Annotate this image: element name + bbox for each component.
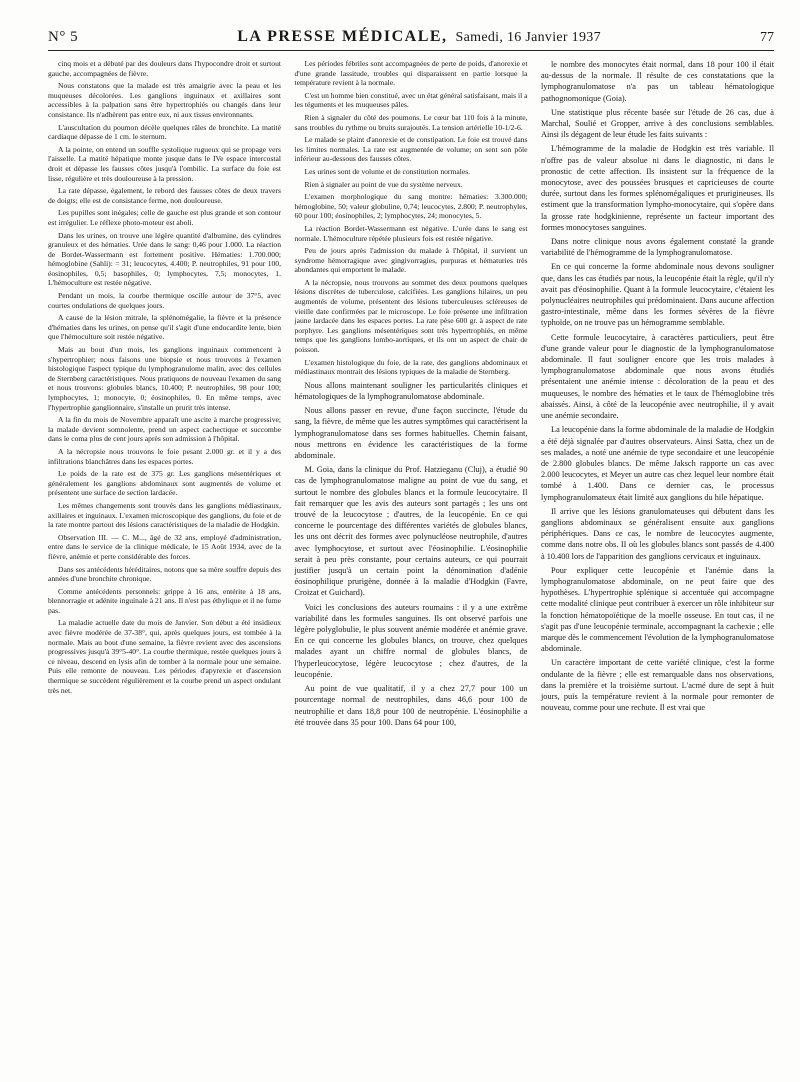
paragraph: La maladie actuelle date du mois de Janvier. Son début a été insidieux avec fièvre modérée de 37-38°, qui, après quelques jours, est tombée à la normale. Mais au bout d'une semaine, la fièvre revient avec des ascensions progressives jusqu'à 39°5-40°. La courbe thermique, restée quelques jours à ce niveau, descend en lysis afin de tomber à la normale pour une semaine. Puis elle remonte de nouveau. Les périodes d'apyrexie et d'ascension thermique se succèdent régulièrement et la courbe prend un aspect ondulant très net. [48, 618, 281, 695]
paragraph: L'hémogramme de la maladie de Hodgkin est très variable. Il n'offre pas de valeur absolue ni dans le diagnostic, ni dans le pronostic de cette affection. Ils insistent sur la fréquence de la monocytose, avec des poussées brusques et capricieuses de courte durée, surtout dans les formes splénomégaliques et prurigineuses. Ils estiment que la transformation lympho-monocytaire, qui s'opère dans la grosse rate hodgkinienne, représente un facteur important des formes monocytoses sanguines. [541, 144, 774, 232]
paragraph: Peu de jours après l'admission du malade à l'hôpital, il survient un syndrome hémorragique avec gingivorragies, purpuras et hématuries très abondantes qui emportent le malade. [294, 246, 528, 275]
paragraph: Pendant un mois, la courbe thermique oscille autour de 37°5, avec courtes ondulations de quelques jours. [48, 291, 281, 310]
paragraph: Observation III. — C. M..., âgé de 32 ans, employé d'administration, entre dans le service de la clinique médicale, le 15 Août 1934, avec de la fièvre, anémie et perte considérable des forces. [48, 532, 281, 561]
paragraph: Pour expliquer cette leucopénie et l'anémie dans la lymphogranulomatose abdominale, on ne peut faire que des hypothèses. L'hypertrophie splénique si accentuée qui accompagne cette modalité clinique peut contribuer à exercer un rôle inhibiteur sur la fonction hématopoïétique de la moelle osseuse. En tout cas, il ne s'agit pas d'une leucopénie terminale, accompagnant la cachexie ; elle marque dès le commencement l'évolution de la lymphogranulomatose abdominale. [541, 565, 774, 654]
paragraph: La rate dépasse, également, le rebord des fausses côtes de deux travers de doigts; elle est de consistance ferme, non douloureuse. [48, 186, 281, 205]
column-3 [541, 59, 774, 731]
paragraph: Les urines sont de volume et de constitution normales. [304, 166, 471, 176]
paragraph: Nous constatons que la malade est très amaigrie avec la peau et les muqueuses décolorées. Les ganglions inguinaux et axillaires sont accessibles à la palpation sans être hypertrophiés ou changés dans leur consistance. Ils n'adhèrent pas entre eux, ni aux tissus environnants. [48, 81, 281, 119]
paragraph: A la nécropsie nous trouvons le foie pesant 2.000 gr. et il y a des infiltrations blanchâtres dans les espaces portes. [48, 446, 281, 466]
paragraph: Cette formule leucocytaire, à caractères particuliers, peut être d'une grande valeur pour le diagnostic de la lymphogranulomatose abdominale. Il faut souligner encore que les trois malades à lymphogranulomatose abdominale que nous avons étudiés présentaient une anémie intense : décoloration de la peau et des muqueuses, le nombre des hématies et le taux de l'hémoglobine très abaissés. Ainsi, à côté de la leucopénie avec neutrophilie, il y avait une anémie secondaire. [541, 332, 774, 421]
paragraph: Mais au bout d'un mois, les ganglions inguinaux commencent à s'hypertrophier; nous faisons une biopsie et nous trouvons à l'examen histologique l'aspect typique du lymphogranulome malin, avec des cellules de Sternberg caractéristiques. Nous pratiquons de nouveau l'examen du sang et nous trouvons: globules blancs, 10.400; P. neutrophiles, 98 pour 100; lymphocytes, 1; monocyte, 0; éosinophiles, 0. En même temps, avec l'hypertrophie ganglionnaire, s'installe un prurit très intense. [48, 345, 281, 412]
paragraph: En ce qui concerne la forme abdominale nous devons souligner que, dans les cas étudiés par nous, la leucopénie était la règle, qu'il n'y avait pas d'éosinophilie. Quant à la formule leucocytaire, c'étaient les polynucléaires neutrophiles qui prédominaient. Dans aucune affection gastro-intestinale, même dans les formes sévères de la fièvre typhoïde, on ne trouve pas un hémogramme semblable. [541, 262, 774, 328]
paragraph: L'examen histologique du foie, de la rate, des ganglions abdominaux et médiastinaux montrait des lésions typiques de la maladie de Sternberg. [294, 357, 528, 377]
paragraph: Rien à signaler au point de vue du système nerveux. [304, 179, 463, 189]
paragraph: Nous allons passer en revue, d'une façon succincte, l'étude du sang, la fièvre, de même que les autres symptômes qui caractérisent la lymphogranulomatose dans ses formes habituelles. Chemin faisant, nous mettrons en évidence les caractéristiques de la forme abdominale. [294, 406, 528, 461]
paragraph: M. Goia, dans la clinique du Prof. Hatzieganu (Cluj), a étudié 90 cas de lymphogranulomatose maligne au point de vue du sang, et surtout le nombre des globules blancs et la formule leucocytaire. Il fait remarquer que les avis des auteurs sont partagés ; les uns ont trouvé de la leucocytose ; d'autres, de la leucopénie. En ce qui concerne le pourcentage des différentes variétés de globules blancs, les uns ont décrit des formes avec polynucléose neutrophile, d'autres avec lymphocytose, et surtout avec l'éosinophilie. L'éosinophilie serait à peu près constante, pour certains auteurs, ce qui pourrait justifier jusqu'à un certain point la dénomination d'adénie éosinophilique prurigène, donnée à la maladie d'Hodgkin (Favre, Croizat et Guichard). [294, 465, 528, 598]
paragraph: Les pupilles sont inégales; celle de gauche est plus grande et son contour est irrégulier. Le réflexe photo-moteur est aboli. [48, 208, 281, 227]
issue-date: Samedi, 16 Janvier 1937 [455, 30, 601, 45]
paragraph: Voici les conclusions des auteurs roumains : il y a une extrême variabilité dans les formules sanguines. Ils ont observé parfois une légère polyglobulie, le plus souvent anémie modérée et anémie grave. En ce qui concerne les globules blancs, on trouve, chez quelques malades ayant un chiffre normal de globules blancs, de l'hyperleucocytose, légère leucocytose ; chez d'autres, de la leucopénie. [294, 602, 528, 679]
paragraph: Le poids de la rate est de 375 gr. Les ganglions mésentériques et généralement les ganglions abdominaux sont augmentés de volume et présentent une surface de section lardacée. [48, 469, 281, 498]
paragraph: Un caractère important de cette variété clinique, c'est la forme ondulante de la fièvre ; elle est remarquable dans nos observations, dans la première et la troisième surtout. L'acmé dure de sept à huit jours, puis la température revient à la normale pour remonter de nouveau, comme pour une rechute. Il est vrai que [541, 658, 774, 713]
paragraph: L'examen morphologique du sang montre: hématies: 3.300.000; hémoglobine, 50; valeur globuline, 0,74; leucocytes, 2.800; P. neutrophyles, 60 pour 100; éosinophiles, 2; lymphocytes, 24; monocytes, 5. [294, 192, 528, 221]
paragraph: A la nécropsie, nous trouvons au sommet des deux poumons quelques lésions discrètes de tuberculose, calcifiées. Les ganglions hilaires, un peu augmentés de volume, présentent des lésions tuberculeuses scléreuses de vieille date confirmées par le microscope. Le foie présente une infiltration jaune lardacée dans les espaces portes. La rate pèse 600 gr. à aspect de rate porphyre. Les ganglions mésentériques sont très hypertrophiés, en même temps que les ganglions lombo-aortiques, et ils ont un aspect de chair de poisson. [294, 277, 528, 355]
paragraph: La leucopénie dans la forme abdominale de la maladie de Hodgkin a été déjà signalée par d'autres observateurs. Ainsi Satta, chez un de ses malades, a noté une anémie de type secondaire et une leucopénie de 2.800 globules blancs. De même Jaksch rapporte un cas avec 2.000 leucocytes, et Meyer un autre cas chez lequel leur nombre était tombé à 1.400. Dans ce dernier cas, le processus lymphogranulomateux était limité aux ganglions du hile hépatique. [541, 425, 774, 502]
paragraph: Le malade se plaint d'anorexie et de constipation. Le foie est trouvé dans les limites normales. La rate est augmentée de volume; on sent son pôle inférieur au-dessous des fausses côtes. [294, 135, 528, 164]
page-header [48, 28, 774, 51]
paragraph: A la pointe, on entend un souffle systolique rugueux qui se propage vers l'aisselle. La matité hépatique monte jusque dans le IVe espace intercostal droit et dépasse les fausses côtes jusqu'à l'ombilic. La surface du foie est lisse, régulière et très douloureuse à la pression. [48, 144, 281, 183]
paragraph: Dans ses antécédents héréditaires, notons que sa mère souffre depuis des années d'une bronchite chronique. [48, 564, 281, 584]
paragraph: Les mêmes changements sont trouvés dans les ganglions médiastinaux, axillaires et inguinaux. L'examen microscopique des ganglions, du foie et de la rate montre partout des lésions caractéristiques de la maladie de Hodgkin. [48, 500, 281, 530]
paragraph: Une statistique plus récente basée sur l'étude de 26 cas, due à Marchal, Soulié et Gropper, arrive à des conclusions semblables. Ainsi ils dégagent de leur étude les faits suivants : [541, 107, 774, 140]
header-title-group [237, 28, 601, 46]
paragraph: Nous allons maintenant souligner les particularités cliniques et hématologiques de la lymphogranulomatose abdominale. [294, 380, 528, 402]
paragraph: Dans notre clinique nous avons également constaté la grande variabilité de l'hémogramme de la lymphogranulomatose. [541, 237, 774, 258]
issue-number: N° 5 [48, 29, 79, 45]
paragraph: La réaction Bordet-Wassermann est négative. L'urée dans le sang est normale. L'hémoculture répétée plusieurs fois est restée négative. [294, 223, 528, 243]
text-columns [48, 59, 774, 731]
paragraph: cinq mois et a débuté par des douleurs dans l'hypocondre droit et surtout gauche, accompagnées de fièvre. [48, 59, 281, 78]
paragraph: Comme antécédents personnels: grippe à 16 ans, entérite à 18 ans, blennorragie et adénite inguinale à 21 ans. Il n'est pas éthylique et il ne fume pas. [48, 586, 281, 615]
paragraph: Rien à signaler du côté des poumons. Le cœur bat 110 fois à la minute, sans troubles du rythme ou bruits surajoutés. La tension artérielle 10-1/2-6. [294, 112, 528, 132]
paragraph: L'auscultation du poumon décèle quelques râles de bronchite. La matité cardiaque dépasse de 1 cm. le sternum. [48, 122, 281, 142]
paragraph: A cause de la lésion mitrale, la splénomégalie, la fièvre et la présence d'hématies dans les urines, on pense qu'il s'agit d'une endocardite lente, bien que l'hémoculture soit restée négative. [48, 313, 281, 342]
column-2 [295, 59, 528, 731]
page-number: 77 [760, 30, 774, 45]
paragraph: Dans les urines, on trouve une légère quantité d'albumine, des cylindres granuleux et des hématies. Urée dans le sang: 0,46 pour 1.000. La réaction de Bordet-Wassermann est fortement positive. Hématies: 1.700.000; hémoglobine (Sahli): = 31; leucocytes, 4.400; P. neutrophiles, 91 pour 100, éosinophiles, 0,5; basophiles, 0; lymphocytes, 7,5; monocytes, 1. L'hémoculture est restée négative. [48, 230, 281, 288]
journal-title: LA PRESSE MÉDICALE, [237, 28, 448, 45]
column-1 [48, 59, 281, 731]
paragraph: Les périodes fébriles sont accompagnées de perte de poids, d'anorexie et d'une grande lassitude, troubles qui disparaissent en partie lorsque la température revient à la normale. [294, 59, 528, 88]
paragraph: le nombre des monocytes était normal, dans 18 pour 100 il était au-dessus de la normale. Il résulte de ces constatations que la lymphogranulomatose n'a pas un tableau hématologique pathognomonique (Goia). [541, 60, 774, 103]
paragraph: Au point de vue qualitatif, il y a chez 27,7 pour 100 un pourcentage normal de neutrophiles, dans 46,6 pour 100 de neutrophilie et dans 18,8 pour 100 de neutropénie. L'éosinophilie a été trouvée dans 35 pour 100. Dans 64 pour 100, [294, 684, 528, 727]
paragraph: A la fin du mois de Novembre apparaît une ascite à marche progressive; la malade devient somnolente, prend un aspect cachectique et succombe dans le coma plus de cent jours après son admission à l'hôpital. [48, 415, 281, 444]
paragraph: C'est un homme bien constitué, avec un état général satisfaisant, mais il a les téguments et les muqueuses pâles. [294, 90, 528, 110]
paragraph: Il arrive que les lésions granulomateuses qui débutent dans les ganglions abdominaux se généralisent ensuite aux ganglions périphériques. Dans ce cas, le nombre de leucocytes augmente, comme dans notre obs. II où les globules blancs sont passés de 4.400 à 10.400 lors de l'apparition des ganglions cervicaux et inguinaux. [541, 506, 774, 561]
